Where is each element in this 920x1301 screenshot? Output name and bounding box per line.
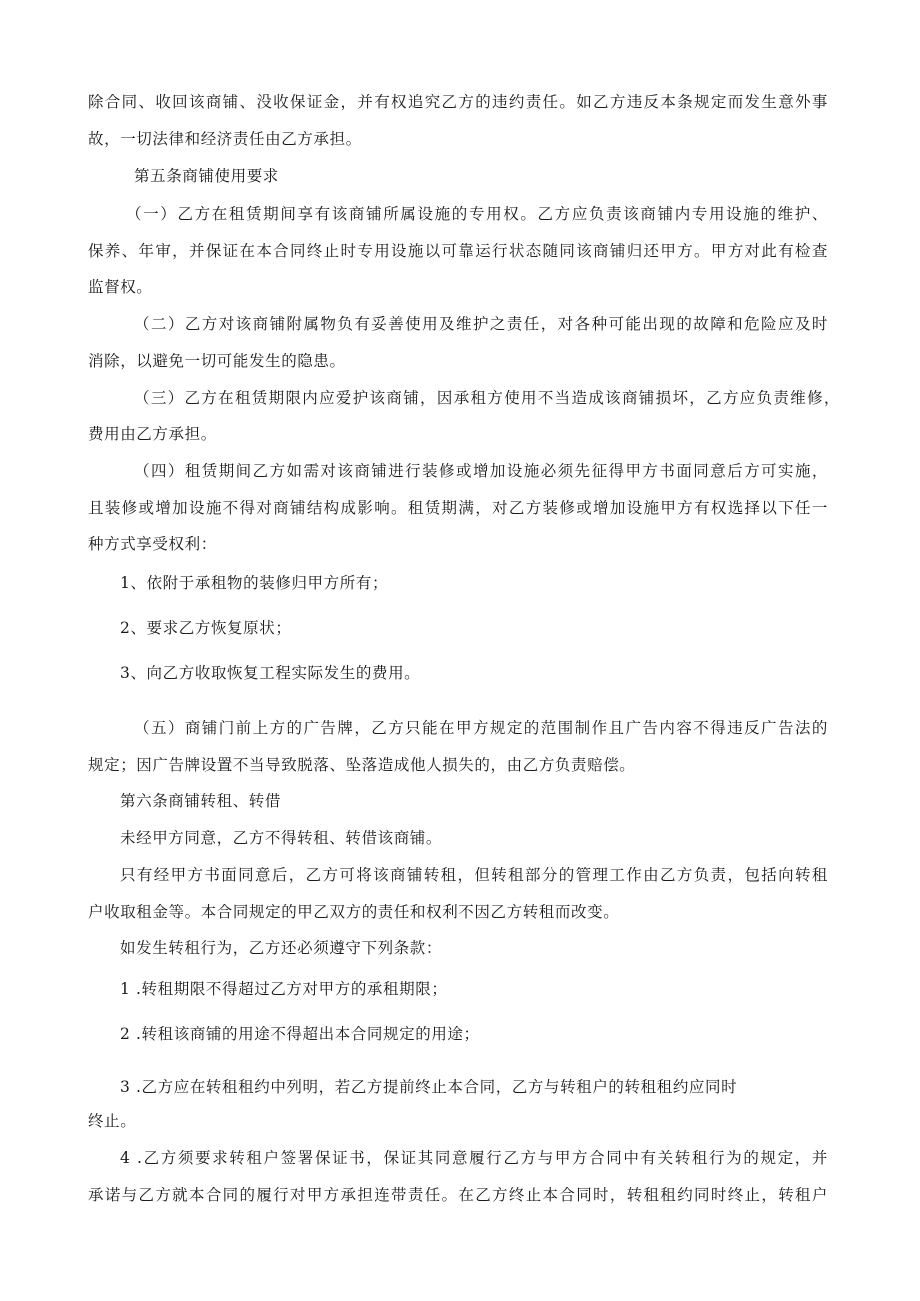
list-item: 2、要求乙方恢复原状；	[120, 619, 292, 637]
paragraph-line: 且装修或增加设施不得对商铺结构成影响。租赁期满，对乙方装修或增加设施甲方有权选择以下任一	[88, 499, 828, 517]
paragraph-line: 规定；因广告牌设置不当导致脱落、坠落造成他人损失的，由乙方负责赔偿。	[88, 756, 636, 774]
list-item: 2 .转租该商铺的用途不得超出本合同规定的用途；	[120, 1025, 480, 1043]
list-item: 1 .转租期限不得超过乙方对甲方的承租期限；	[120, 980, 448, 998]
paragraph-line: 费用由乙方承担。	[88, 425, 217, 443]
section-heading-5: 第五条商铺使用要求	[134, 167, 279, 185]
paragraph-line: 户收取租金等。本合同规定的甲乙双方的责任和权利不因乙方转租而改变。	[88, 903, 620, 921]
paragraph-line: 只有经甲方书面同意后，乙方可将该商铺转租，但转租部分的管理工作由乙方负责，包括向转租	[120, 866, 828, 884]
paragraph-line: （三）乙方在租赁期限内应爱护该商铺，因承租方使用不当造成该商铺损坏，乙方应负责维修，	[134, 389, 840, 407]
section-heading-6: 第六条商铺转租、转借	[120, 792, 282, 810]
paragraph-line: （一）乙方在租赁期间享有该商铺所属设施的专用权。乙方应负责该商铺内专用设施的维护、	[126, 205, 828, 223]
paragraph-line: 未经甲方同意，乙方不得转租、转借该商铺。	[120, 829, 443, 847]
paragraph-line: 承诺与乙方就本合同的履行对甲方承担连带责任。在乙方终止本合同时，转租租约同时终止，转租户	[88, 1186, 828, 1204]
list-item: 1、依附于承租物的装修归甲方所有；	[120, 574, 389, 592]
paragraph-line: 种方式享受权利：	[88, 535, 217, 553]
paragraph-line: 保养、年审，并保证在本合同终止时专用设施以可靠运行状态随同该商铺归还甲方。甲方对此有检查	[88, 242, 828, 260]
paragraph-line: 终止。	[88, 1112, 137, 1130]
paragraph-line: 除合同、收回该商铺、没收保证金，并有权追究乙方的违约责任。如乙方违反本条规定而发生意外事	[88, 93, 828, 111]
paragraph-line: （二）乙方对该商铺附属物负有妥善使用及维护之责任，对各种可能出现的故障和危险应及时	[134, 315, 828, 333]
paragraph-line: （五）商铺门前上方的广告牌，乙方只能在甲方规定的范围制作且广告内容不得违反广告法的	[134, 719, 828, 737]
list-item: 3、向乙方收取恢复工程实际发生的费用。	[120, 664, 421, 682]
list-item: 4 .乙方须要求转租户签署保证书，保证其同意履行乙方与甲方合同中有关转租行为的规定，并	[120, 1149, 828, 1167]
paragraph-line: 故，一切法律和经济责任由乙方承担。	[88, 130, 362, 148]
paragraph-line: 监督权。	[88, 278, 153, 296]
paragraph-line: （四）租赁期间乙方如需对该商铺进行装修或增加设施必须先征得甲方书面同意后方可实施，	[134, 462, 828, 480]
paragraph-line: 消除，以避免一切可能发生的隐患。	[88, 352, 346, 370]
list-item: 3 .乙方应在转租租约中列明，若乙方提前终止本合同，乙方与转租户的转租租约应同时	[120, 1078, 738, 1096]
paragraph-line: 如发生转租行为，乙方还必须遵守下列条款：	[120, 939, 443, 957]
